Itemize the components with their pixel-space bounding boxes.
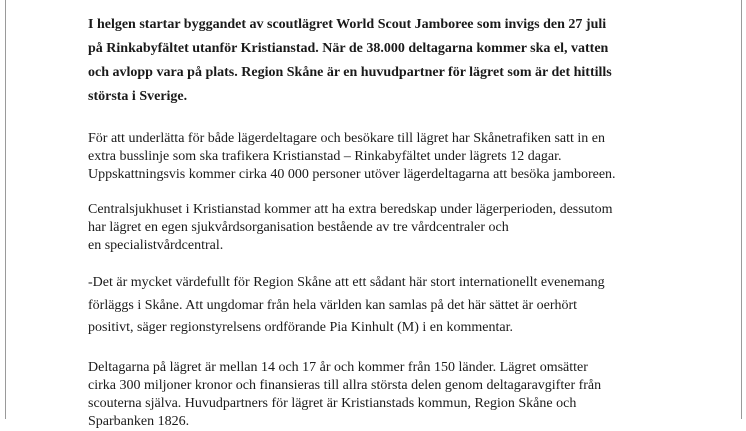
page-edge-right: [741, 0, 742, 419]
page-edge-left: [5, 0, 6, 419]
paragraph-quote: -Det är mycket värdefullt för Region Skåne att ett sådant här stort internationellt evenemang förläggs i Skåne. Att ungdomar från hela världen kan samlas på det här sättet är oerhört positivt, säger regionstyrelsens ordförande Pia Kinhult (M) i en kommentar.: [88, 275, 605, 335]
paragraph-bus-line: För att underlätta för både lägerdeltagare och besökare till lägret har Skånetrafiken satt in en extra busslinje som ska trafikera Kristianstad – Rinkabyfältet under lägrets 12 dagar. Uppskattningsvis kommer cirka 40 000 personer utöver lägerdeltagarna att besöka jamboreen.: [88, 131, 616, 182]
paragraph-participants: Deltagarna på lägret är mellan 14 och 17 år och kommer från 150 länder. Lägret omsätter cirka 300 miljoner kronor och finansieras till allra största delen genom deltagaravgifter från scouterna själva. Huvudpartners för lägret är Kristianstads kommun, Region Skåne och Sparbanken 1826.: [88, 359, 602, 429]
lead-paragraph: I helgen startar byggandet av scoutlägret World Scout Jamboree som invigs den 27 juli på Rinkabyfältet utanför Kristianstad. När de 38.000 deltagarna kommer ska el, vatten och avlopp vara på plats. Region Skåne är en huvudpartner för lägret som är det hittills största i Sverige.: [88, 17, 612, 104]
article-body: [88, 13, 688, 431]
paragraph-healthcare: Centralsjukhuset i Kristianstad kommer att ha extra beredskap under lägerperioden, dessutom har lägret en egen sjukvårdsorganisation bestående av tre vårdcentraler och en specialistvårdcentral.: [88, 202, 613, 253]
